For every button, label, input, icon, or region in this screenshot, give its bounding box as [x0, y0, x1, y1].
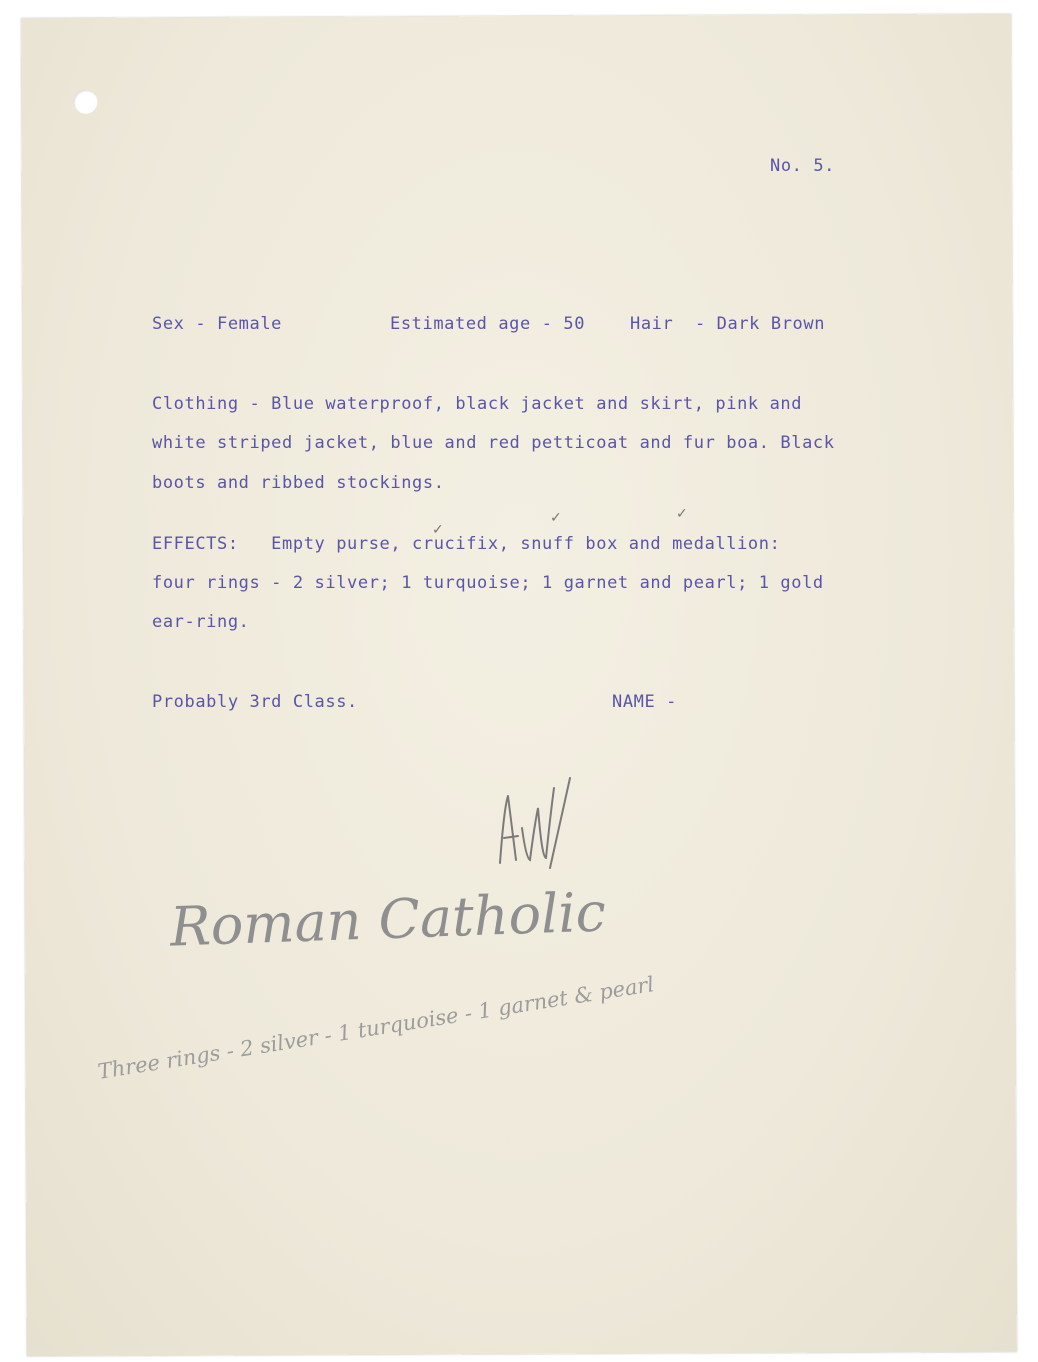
check-mark: ✓ [432, 522, 444, 538]
clothing-line-2: white striped jacket, blue and red petticoat and fur boa. Black [152, 433, 835, 453]
clothing-line-1: Clothing - Blue waterproof, black jacket and skirt, pink and [152, 394, 803, 414]
document-number: No. 5. [770, 156, 836, 176]
initials-signature [490, 768, 580, 888]
check-mark: ✓ [676, 506, 688, 522]
effects-line-3: ear-ring. [152, 612, 250, 632]
hair-field: Hair - Dark Brown [630, 314, 826, 334]
effects-line-2: four rings - 2 silver; 1 turquoise; 1 garnet and pearl; 1 gold [152, 573, 824, 593]
pencil-note: Three rings - 2 silver - 1 turquoise - 1 garnet & pearl [96, 972, 656, 1084]
sex-field: Sex - Female [152, 314, 283, 334]
clothing-line-3: boots and ribbed stockings. [152, 473, 445, 493]
effects-line-1: EFFECTS: Empty purse, crucifix, snuff box and medallion: [152, 534, 781, 554]
check-mark: ✓ [550, 510, 562, 526]
name-label: NAME - [612, 692, 678, 712]
religion-note: Roman Catholic [169, 880, 607, 959]
age-field: Estimated age - 50 [390, 314, 586, 334]
punch-hole [73, 90, 97, 114]
class-line: Probably 3rd Class. [152, 692, 358, 712]
paper-sheet [21, 14, 1017, 1356]
